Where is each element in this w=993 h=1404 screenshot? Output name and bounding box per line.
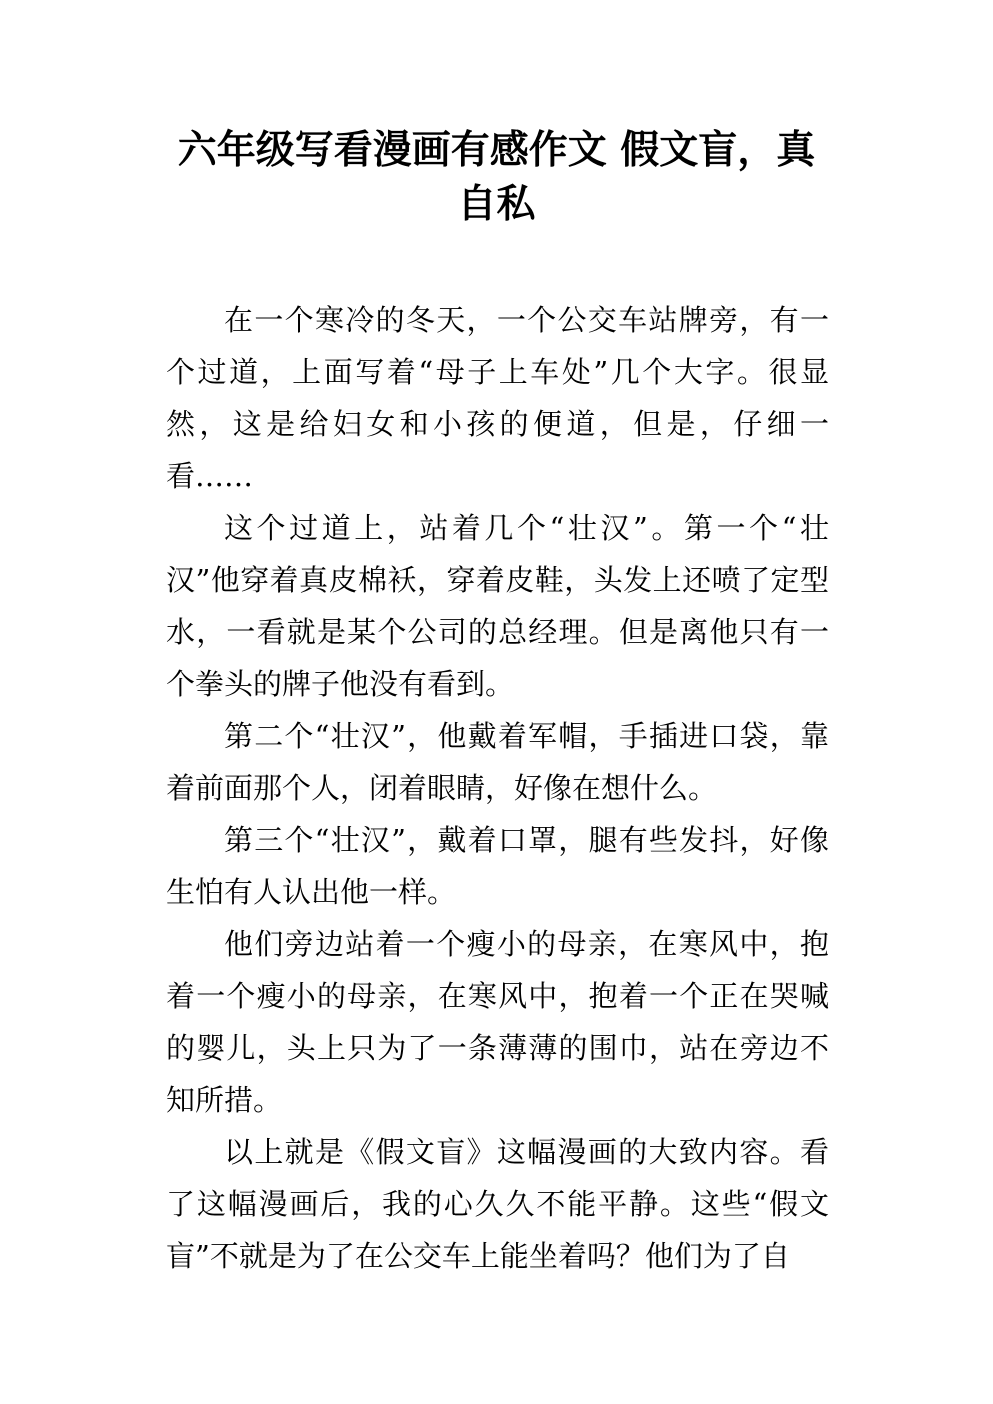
paragraph: 第三个“壮汉”，戴着口罩，腿有些发抖，好像生怕有人认出他一样。 — [166, 823, 829, 909]
paragraph: 第二个“壮汉”，他戴着军帽，手插进口袋，靠着前面那个人，闭着眼睛，好像在想什么。 — [166, 719, 829, 805]
paragraph: 以上就是《假文盲》这幅漫画的大致内容。看了这幅漫画后，我的心久久不能平静。这些“假文盲”不就是为了在公交车上能坐着吗？他们为了自 — [166, 1135, 829, 1273]
paragraph: 这个过道上，站着几个“壮汉”。第一个“壮汉”他穿着真皮棉袄，穿着皮鞋，头发上还喷了定型水，一看就是某个公司的总经理。但是离他只有一个拳头的牌子他没有看到。 — [166, 511, 829, 701]
document-body — [166, 294, 829, 1282]
paragraph: 在一个寒冷的冬天，一个公交车站牌旁，有一个过道，上面写着“母子上车处”几个大字。很显然，这是给妇女和小孩的便道，但是，仔细一看…… — [166, 303, 829, 493]
document-title: 六年级写看漫画有感作文 假文盲，真自私 — [177, 128, 816, 227]
paragraph: 他们旁边站着一个瘦小的母亲，在寒风中，抱着一个瘦小的母亲，在寒风中，抱着一个正在哭喊的婴儿，头上只为了一条薄薄的围巾，站在旁边不知所措。 — [166, 927, 829, 1117]
